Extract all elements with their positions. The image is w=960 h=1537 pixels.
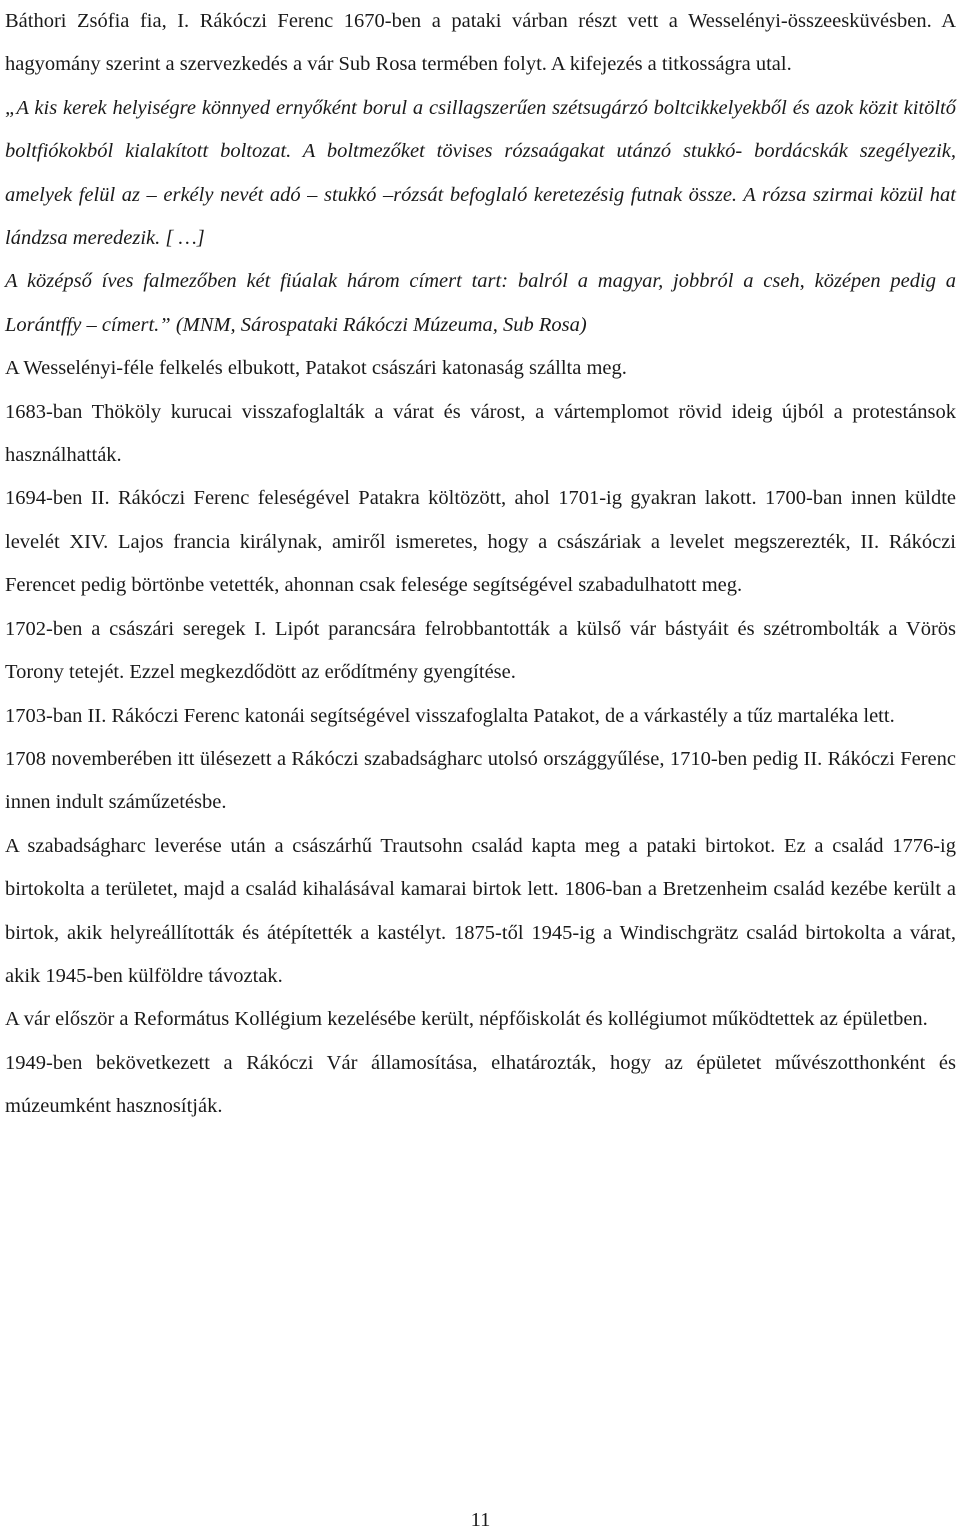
quote-sub-rosa-coats-of-arms: [5, 260, 956, 347]
document-page: [5, 0, 956, 1537]
paragraph-1702: 1702-ben a császári seregek I. Lipót parancsára felrobbantották a külső vár bástyáit és szétrombolták a Vörös Torony tetejét. Ezzel megkezdődött az erődítmény gyengítése.: [5, 617, 956, 684]
paragraph-reformed-college: A vár először a Református Kollégium kezelésébe került, népfőiskolát és kollégiumot működtettek az épületben.: [5, 1008, 928, 1031]
quote-source-citation: (MNM, Sárospataki Rákóczi Múzeuma, Sub Rosa): [170, 313, 587, 336]
paragraph-wesselenyi-conspiracy: Báthori Zsófia fia, I. Rákóczi Ferenc 1670-ben a pataki várban részt vett a Wesselényi-összeesküvésben. A hagyomány szerint a szervezkedés a vár Sub Rosa termében folyt. A kifejezés a titkosságra utal.: [5, 10, 956, 76]
paragraph-1694: 1694-ben II. Rákóczi Ferenc feleségével Patakra költözött, ahol 1701-ig gyakran lakott. 1700-ban innen küldte levelét XIV. Lajos francia királynak, amiről ismeretes, hogy a császáriak a levelet megszerezték, II. Rákóczi Ferencet pedig börtönbe vetették, ahonnan csak felesége segítségével szabadulhatott meg.: [5, 487, 956, 597]
paragraph-1683: 1683-ban Thököly kurucai visszafoglalták a várat és várost, a vártemplomot rövid ideig újból a protestánsok használhatták.: [5, 400, 956, 467]
paragraph-1708: 1708 novemberében itt ülésezett a Rákóczi szabadságharc utolsó országgyűlése, 1710-ben pedig II. Rákóczi Ferenc innen indult száműzetésbe.: [5, 747, 956, 814]
quote-coats-of-arms-text: A középső íves falmezőben két fiúalak három címert tart: balról a magyar, jobbról a cseh, középen pedig a Lorántffy – címert.”: [5, 270, 956, 336]
quote-sub-rosa-vault: „A kis kerek helyiségre könnyed ernyőként borul a csillagszerűen szétsugárzó boltcikkelyekből és azok közit kitöltő boltfiókokból kialakított boltozat. A boltmezőket tövises rózsaágakat utánzó stukkó- bordácskák szegélyezik, amelyek felül az – erkély nevét adó – stukkó –rózsát befoglaló keretezésig futnak össze. A rózsa szirmai közül hat lándzsa meredezik. [ …]: [5, 96, 956, 250]
paragraph-trautsohn: A szabadságharc leverése után a császárhű Trautsohn család kapta meg a pataki birtokot. Ez a család 1776-ig birtokolta a területet, majd a család kihalásával kamarai birtok lett. 1806-ban a Bretzenheim család kezébe került a birtok, akik helyreállították és átépítették a kastélyt. 1875-től 1945-ig a Windischgrätz család birtokolta a várat, akik 1945-ben külföldre távoztak.: [5, 834, 956, 987]
paragraph-1703: 1703-ban II. Rákóczi Ferenc katonái segítségével visszafoglalta Patakot, de a várkastély a tűz martaléka lett.: [5, 704, 895, 727]
paragraph-1949: 1949-ben bekövetkezett a Rákóczi Vár államosítása, elhatározták, hogy az épületet művészotthonként és múzeumként hasznosítják.: [5, 1051, 956, 1118]
page-number: 11: [470, 1509, 491, 1531]
paragraph-uprising-failed: A Wesselényi-féle felkelés elbukott, Patakot császári katonaság szállta meg.: [5, 357, 627, 380]
